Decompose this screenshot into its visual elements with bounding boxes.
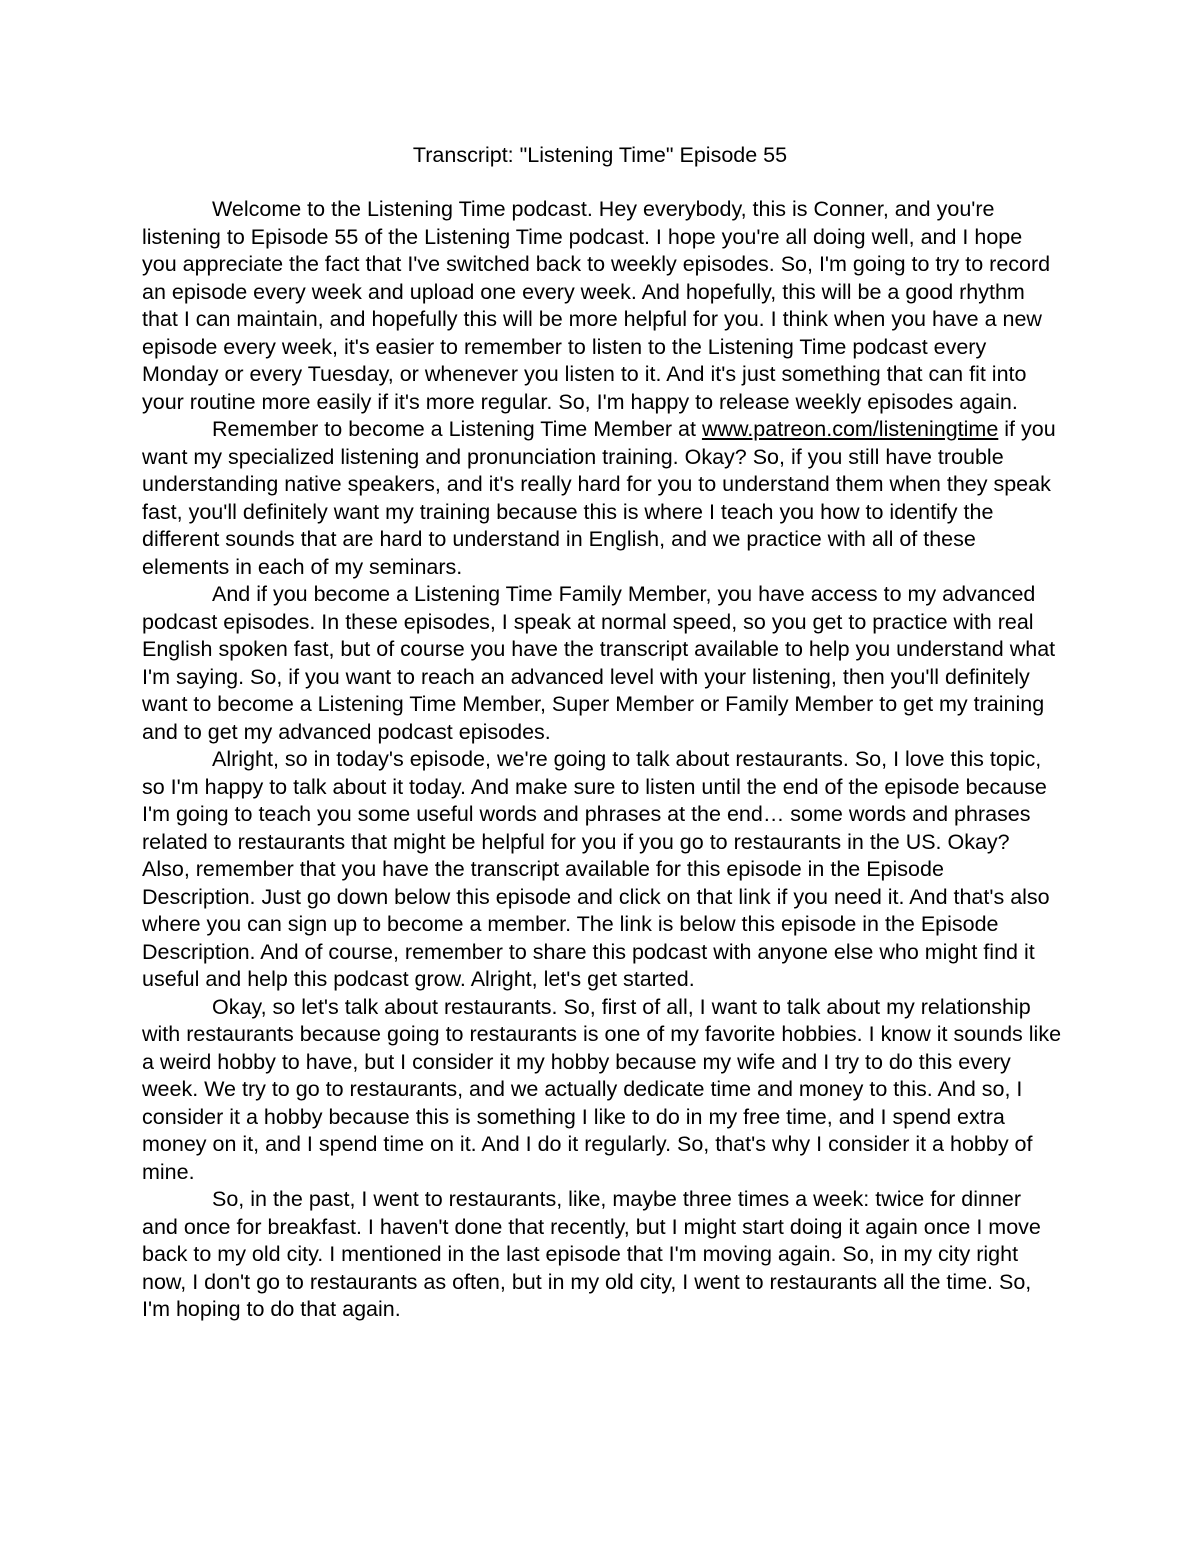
paragraph-2-rest: if you want my specialized listening and pronunciation training. Okay? So, if you still have trouble understanding native speakers, and it's really hard for you to understand them when they speak fast, you'll definitely want my training because this is where I teach you how to identify the different sounds that are hard to understand in English, and we practice with all of these elements in each of my seminars. — [142, 417, 1056, 579]
paragraph-6: So, in the past, I went to restaurants, like, maybe three times a week: twice for dinner and once for breakfast. I haven't done that recently, but I might start doing it again once I move back to my old city. I mentioned in the last episode that I'm moving again. So, in my city right now, I don't go to restaurants as often, but in my old city, I went to restaurants all the time. So, I'm hoping to do that again. — [142, 1187, 1041, 1321]
paragraph-2-lead: Remember to become a Listening Time Member at — [212, 417, 702, 441]
transcript-body — [142, 196, 1062, 1324]
paragraph-2 — [142, 416, 1062, 581]
paragraph-5: Okay, so let's talk about restaurants. So, first of all, I want to talk about my relationship with restaurants because going to restaurants is one of my favorite hobbies. I know it sounds like a weird hobby to have, but I consider it my hobby because my wife and I try to do this every week. We try to go to restaurants, and we actually dedicate time and money to this. And so, I consider it a hobby because this is something I like to do in my free time, and I spend extra money on it, and I spend time on it. And I do it regularly. So, that's why I consider it a hobby of mine. — [142, 994, 1062, 1184]
document-title: Transcript: "Listening Time" Episode 55 — [412, 143, 788, 167]
paragraph-4: Alright, so in today's episode, we're going to talk about restaurants. So, I love this topic, so I'm happy to talk about it today. And make sure to listen until the end of the episode because I'm going to teach you some useful words and phrases at the end… some words and phrases related to restaurants that might be helpful for you if you go to restaurants in the US. Okay? Also, remember that you have the transcript available for this episode in the Episode Description. Just go down below this episode and click on that link if you need it. And that's also where you can sign up to become a member. The link is below this episode in the Episode Description. And of course, remember to share this podcast with anyone else who might find it useful and help this podcast grow. Alright, let's get started. — [142, 747, 1050, 991]
patreon-link[interactable]: www.patreon.com/listeningtime — [701, 417, 999, 441]
paragraph-3: And if you become a Listening Time Family Member, you have access to my advanced podcast episodes. In these episodes, I speak at normal speed, so you get to practice with real English spoken fast, but of course you have the transcript available to help you understand what I'm saying. So, if you want to reach an advanced level with your listening, then you'll definitely want to become a Listening Time Member, Super Member or Family Member to get my training and to get my advanced podcast episodes. — [142, 582, 1056, 744]
paragraph-1: Welcome to the Listening Time podcast. Hey everybody, this is Conner, and you're listening to Episode 55 of the Listening Time podcast. I hope you're all doing well, and I hope you appreciate the fact that I've switched back to weekly episodes. So, I'm going to try to record an episode every week and upload one every week. And hopefully, this will be a good rhythm that I can maintain, and hopefully this will be more helpful for you. I think when you have a new episode every week, it's easier to remember to listen to the Listening Time podcast every Monday or every Tuesday, or whenever you listen to it. And it's just something that can fit into your routine more easily if it's more regular. So, I'm happy to release weekly episodes again. — [142, 197, 1051, 414]
